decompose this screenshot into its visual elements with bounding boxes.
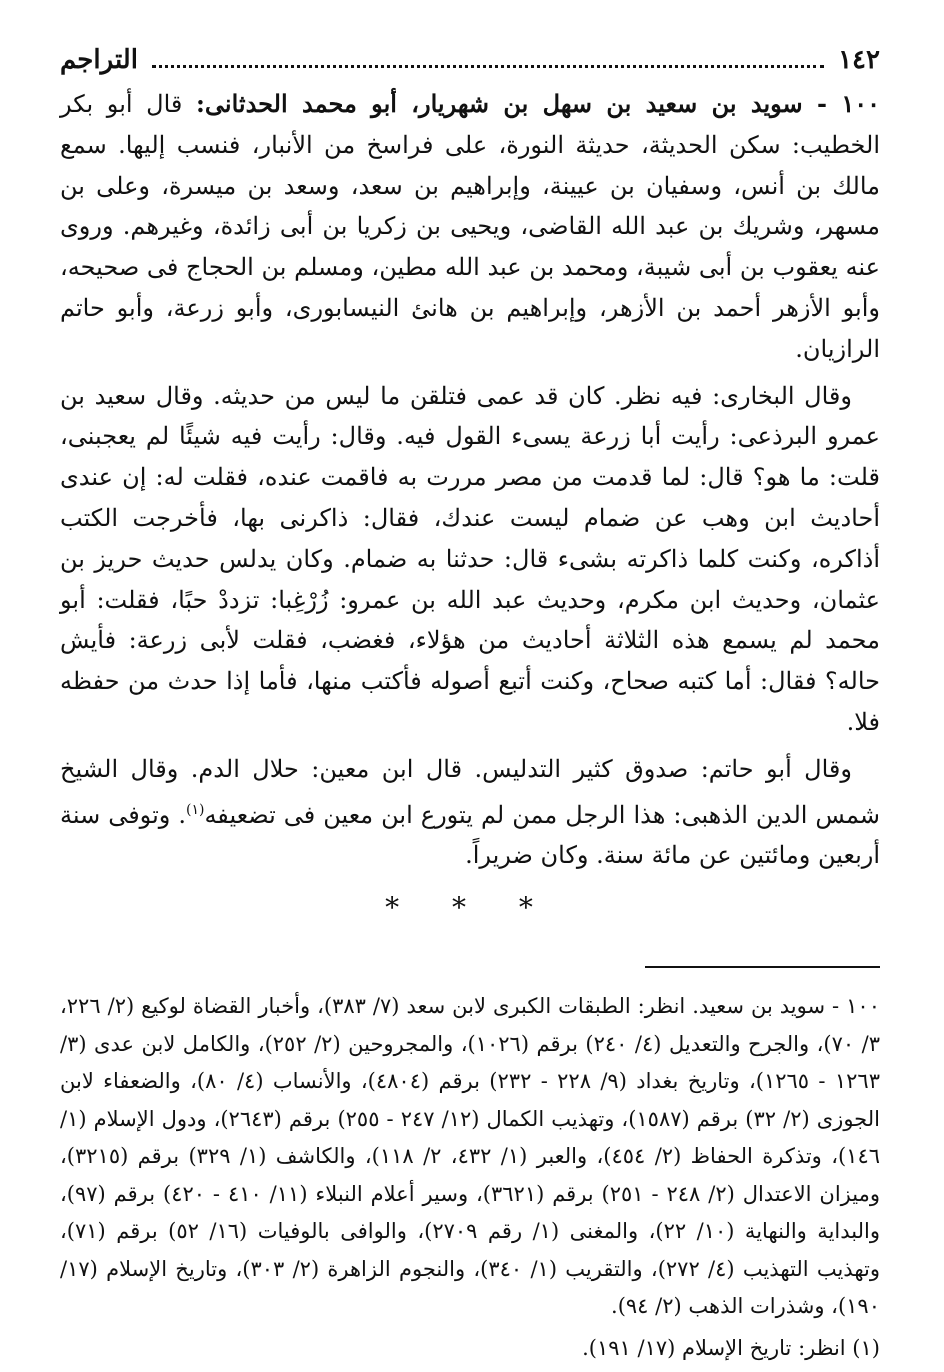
section-title: التراجم <box>60 45 138 75</box>
footnote-sources: ١٠٠ - سويد بن سعيد. انظر: الطبقات الكبرى لابن سعد (٧/ ٣٨٣)، وأخبار القضاة لوكيع (٢/ ٢٢٦، ٣/ ٧٠)، والجرح والتعديل (٤/ ٢٤٠) برقم (١٠٢٦)، والمجروحين (٢/ ٢٥٢)، والكامل لابن عدى (٣/ ١٢٦٣ - ١٢٦٥)، وتاريخ بغداد (٩/ ٢٢٨ - ٢٣٢) برقم (٤٨٠٤)، والأنساب (٤/ ٨٠)، والضعفاء لابن الجوزى (٢/ ٣٢) برقم (١٥٨٧)، وتهذيب الكمال (١٢/ ٢٤٧ - ٢٥٥) برقم (٢٦٤٣)، ودول الإسلام (١/ ١٤٦)، وتذكرة الحفاظ (٢/ ٤٥٤)، والعبر (١/ ٤٣٢، ٢/ ١١٨)، والكاشف (١/ ٣٢٩) برقم (٣٢١٥)، وميزان الاعتدال (٢/ ٢٤٨ - ٢٥١) برقم (٣٦٢١)، وسير أعلام النبلاء (١١/ ٤١٠ - ٤٢٠) برقم (٩٧)، والبداية والنهاية (١٠/ ٢٢)، والمغنى (١/ رقم ٢٧٠٩)، والوافى بالوفيات (١٦/ ٥٢) برقم (٧١)، وتهذيب التهذيب (٤/ ٢٧٢)، والتقريب (١/ ٣٤٠)، والنجوم الزاهرة (٢/ ٣٠٣)، وتاريخ الإسلام (١٧/ ١٩٠)، وشذرات الذهب (٢/ ٩٤). <box>60 994 881 1319</box>
footnote-rule <box>645 966 880 968</box>
entry-paragraph-3 <box>60 749 880 876</box>
entry-text-3a: وقال أبو حاتم: صدوق كثير التدليس. قال ابن معين: حلال الدم. وقال الشيخ شمس الدين الذهبى: هذا الرجل ممن لم يتورع ابن معين فى تضعيفه <box>60 754 881 829</box>
header-dotted-leader <box>152 43 824 68</box>
entry-paragraph-1 <box>60 84 880 370</box>
entry-paragraph-2: وقال البخارى: فيه نظر. كان قد عمى فتلقن ما ليس من حديثه. وقال سعيد بن عمرو البرذعى: رأيت أبا زرعة يسىء القول فيه. وقال: رأيت فيه شيئًا لم يعجبنى، قلت: ما هو؟ قال: لما قدمت من مصر مررت به فاقمت عنده، فقلت له: إن عندى أحاديث ابن وهب عن ضمام ليست عندك، فقال: ذاكرنى بها، فأخرجت الكتب أذاكره، وكنت كلما ذاكرته بشىء قال: حدثنا به ضمام. وكان يدلس حديث حريز بن عثمان، وحديث ابن مكرم، وحديث عبد الله بن عمرو: زُرْغِبا: تزددْ حبًا، فقلت: أبو محمد لم يسمع هذه الثلاثة أحاديث من هؤلاء، فغضب، فقلت لأبى زرعة: فأيش حاله؟ فقال: أما كتبه صحاح، وكنت أتبع أصوله فأكتب منها، فأما إذا حدث من حفظه فلا. <box>60 381 880 736</box>
page-number: ١٤٢ <box>838 45 880 75</box>
entry-text-3b: . وتوفى سنة أربعين ومائتين عن مائة سنة. وكان ضريراً. <box>60 800 880 870</box>
section-separator: * * * <box>385 891 555 925</box>
entry-text-1: قال أبو بكر الخطيب: سكن الحديثة، حديثة النورة، على فراسخ من الأنبار، فنسب إليها. سمع مالك بن أنس، وسفيان بن عيينة، وإبراهيم بن سعد، وسعد بن ميسرة، وعلى بن مسهر، وشريك بن عبد الله القاضى، ويحيى بن زكريا بن أبى زائدة، وغيرهم. وروى عنه يعقوب بن أبى شيبة، ومحمد بن عبد الله مطين، ومسلم بن الحجاج فى صحيحه، وأبو الأزهر أحمد بن الأزهر، وإبراهيم بن هانئ النيسابورى، وأبو زرعة، وأبو حاتم الرازيان. <box>60 90 880 363</box>
entry-heading: ١٠٠ - سويد بن سعيد بن سهل بن شهريار، أبو محمد الحدثانى: <box>196 89 880 118</box>
footnote-ref-1: (١) <box>185 801 205 818</box>
page-header <box>60 38 880 84</box>
footnote-1: (١) انظر: تاريخ الإسلام (١٧/ ١٩١). <box>582 1335 880 1360</box>
